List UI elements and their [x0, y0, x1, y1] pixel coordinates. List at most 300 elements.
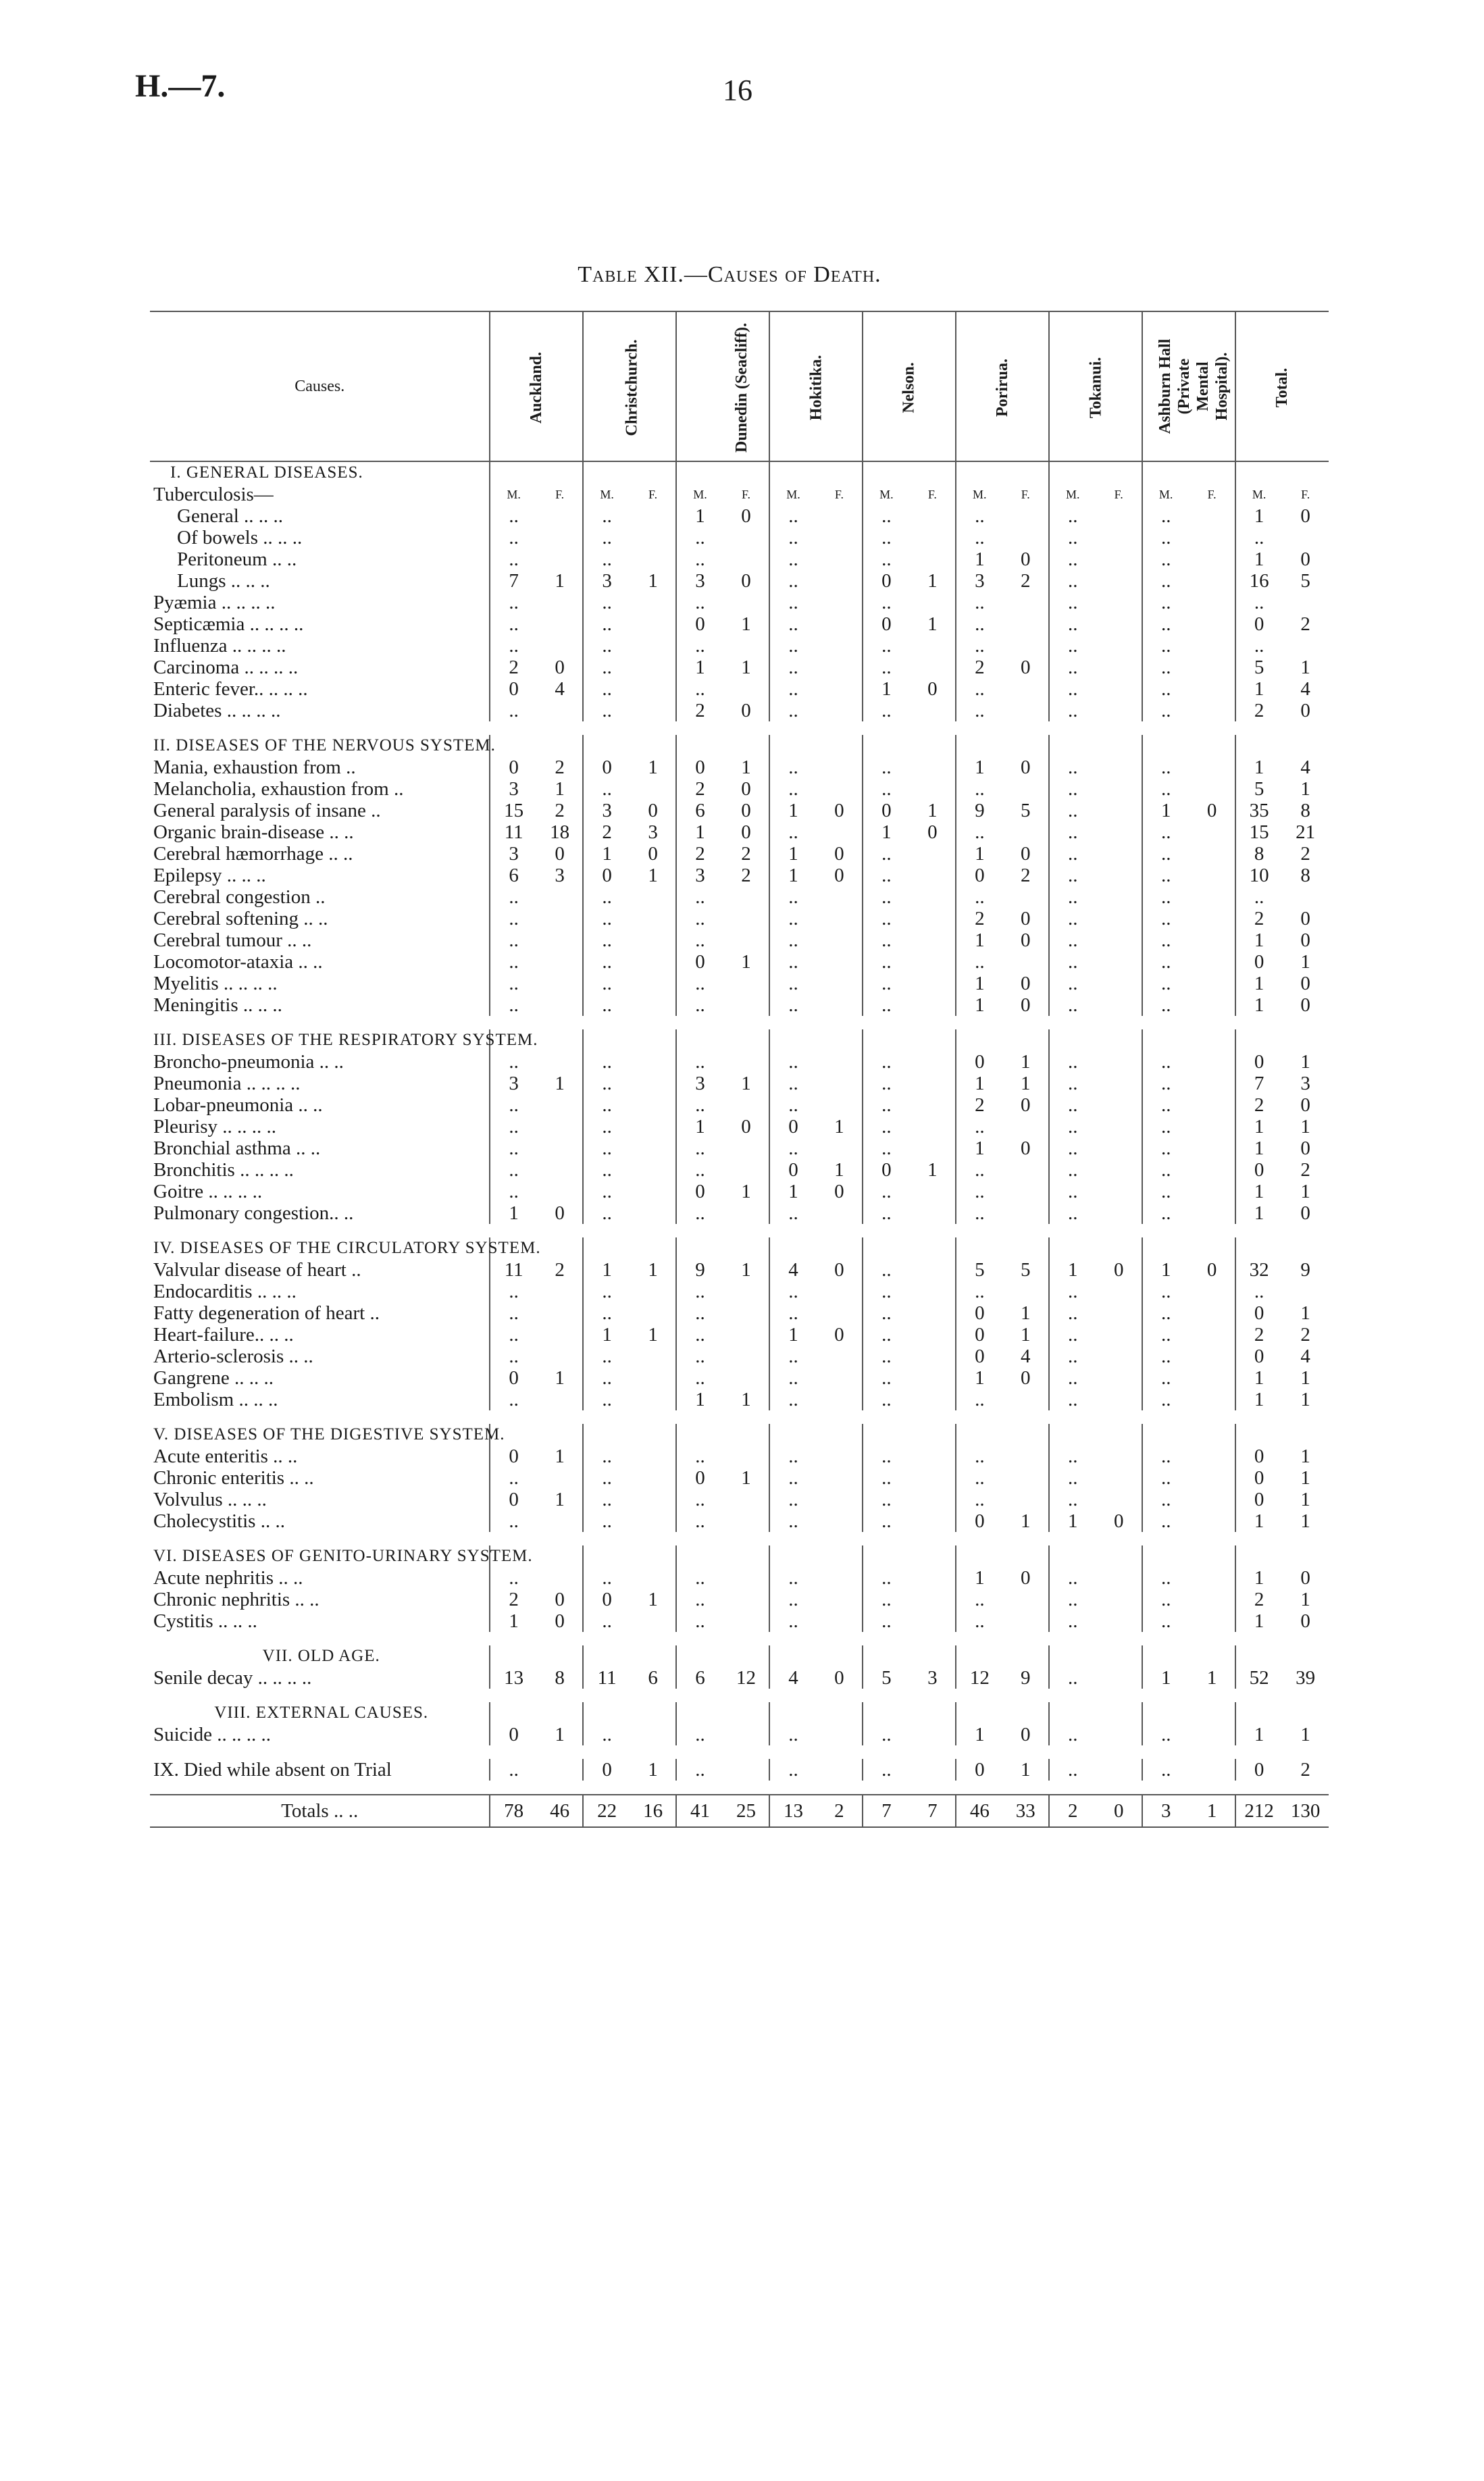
male-count: .. — [863, 527, 909, 548]
male-count: .. — [769, 1302, 816, 1324]
male-count: 4 — [769, 1667, 816, 1689]
female-count — [723, 886, 769, 908]
male-count: .. — [676, 1446, 723, 1467]
male-count: 0 — [1235, 1346, 1282, 1367]
male-count: .. — [676, 1281, 723, 1302]
female-count — [630, 1137, 676, 1159]
empty-cell — [1003, 1702, 1049, 1724]
male-count: .. — [769, 613, 816, 635]
female-count — [1189, 1367, 1235, 1389]
empty-cell — [956, 735, 1002, 757]
male-count: .. — [1049, 1389, 1096, 1410]
male-count: 0 — [490, 678, 536, 700]
female-count — [1189, 994, 1235, 1016]
table-row — [150, 1346, 1329, 1367]
empty-cell — [1282, 461, 1329, 484]
col-header-porirua — [956, 311, 1049, 461]
male-count: .. — [769, 657, 816, 678]
female-count: 2 — [1300, 1759, 1310, 1781]
cause-label: Peritoneum .. .. — [177, 548, 297, 570]
male-count: 1 — [1235, 548, 1282, 570]
female-count — [630, 1051, 676, 1073]
male-count: .. — [863, 1051, 909, 1073]
male-count: .. — [1142, 951, 1189, 973]
female-count: 0 — [741, 778, 751, 800]
female-count: 0 — [1300, 1202, 1310, 1224]
cause-label: Cerebral congestion .. — [153, 886, 326, 908]
male-count: .. — [490, 1051, 536, 1073]
male-count: 1 — [676, 505, 723, 527]
empty-cell — [769, 1029, 816, 1051]
male-count: 1 — [1142, 800, 1189, 821]
male-count: .. — [583, 1467, 630, 1489]
col-header-label: Christchurch. — [623, 339, 641, 436]
table-row — [150, 886, 1329, 908]
female-count: 2 — [1300, 1159, 1310, 1181]
male-count: 1 — [956, 843, 1002, 865]
male-count: .. — [1142, 700, 1189, 721]
female-count — [723, 635, 769, 657]
col-header-ashburn-hall — [1142, 311, 1235, 461]
male-count: .. — [1049, 657, 1096, 678]
female-count — [1096, 1346, 1142, 1367]
male-count: 3 — [490, 1073, 536, 1094]
female-count — [1096, 886, 1142, 908]
female-count — [723, 1281, 769, 1302]
male-count: .. — [583, 1367, 630, 1389]
female-count — [817, 994, 863, 1016]
male-count: .. — [490, 994, 536, 1016]
female-count — [723, 1489, 769, 1510]
female-count — [817, 821, 863, 843]
female-count — [723, 1051, 769, 1073]
female-count: 0 — [741, 821, 751, 843]
cause-label: Acute nephritis .. .. — [153, 1567, 303, 1589]
female-count — [1003, 821, 1049, 843]
female-count — [537, 1346, 583, 1367]
male-count: .. — [769, 505, 816, 527]
male-count: 2 — [1049, 1795, 1096, 1827]
female-count: 1 — [741, 757, 751, 778]
male-count: .. — [583, 951, 630, 973]
female-count — [1189, 1446, 1235, 1467]
female-count — [1189, 1202, 1235, 1224]
empty-cell — [723, 1237, 769, 1259]
empty-cell — [1235, 1237, 1282, 1259]
female-count — [910, 1567, 956, 1589]
male-count: 0 — [583, 1589, 630, 1610]
male-count: .. — [1049, 1367, 1096, 1389]
male-count: 11 — [490, 1259, 536, 1281]
male-count: 0 — [676, 757, 723, 778]
totals-row — [150, 1795, 1329, 1827]
female-count — [723, 1446, 769, 1467]
male-count: .. — [769, 1510, 816, 1532]
female-count: 1 — [555, 1073, 565, 1094]
female-count — [537, 908, 583, 929]
female-count: 1 — [1300, 1051, 1310, 1073]
female-count — [537, 592, 583, 613]
male-count: .. — [490, 1389, 536, 1410]
male-count: .. — [956, 1389, 1002, 1410]
male-count: .. — [676, 592, 723, 613]
male-count: .. — [863, 951, 909, 973]
female-count — [1189, 1567, 1235, 1589]
female-count — [1189, 1589, 1235, 1610]
male-count: 6 — [676, 800, 723, 821]
female-count: 1 — [927, 1159, 938, 1181]
male-count: .. — [863, 1324, 909, 1346]
male-count: .. — [863, 1389, 909, 1410]
empty-cell — [863, 1029, 909, 1051]
female-count: 0 — [1021, 973, 1031, 994]
empty-cell — [956, 1237, 1002, 1259]
male-count: .. — [490, 1094, 536, 1116]
female-count — [630, 1302, 676, 1324]
male-count: .. — [1142, 1346, 1189, 1367]
male-count: .. — [769, 1567, 816, 1589]
male-count: .. — [1049, 778, 1096, 800]
female-count: 0 — [741, 570, 751, 592]
male-count: .. — [583, 1724, 630, 1745]
female-count — [1096, 821, 1142, 843]
female-count — [723, 1567, 769, 1589]
male-count: .. — [1142, 548, 1189, 570]
cause-label: VI. DISEASES OF GENITO-URINARY SYSTEM. — [153, 1547, 533, 1565]
female-count — [1096, 1759, 1142, 1781]
female-count — [910, 1610, 956, 1632]
cause-label: Lobar-pneumonia .. .. — [153, 1094, 323, 1116]
empty-cell — [1049, 1545, 1096, 1567]
female-count — [910, 1467, 956, 1489]
male-count: .. — [1235, 592, 1282, 613]
male-count: .. — [1142, 613, 1189, 635]
female-count — [1096, 1051, 1142, 1073]
male-count: .. — [583, 1137, 630, 1159]
female-count — [817, 1610, 863, 1632]
male-count: .. — [1049, 635, 1096, 657]
male-count: .. — [956, 678, 1002, 700]
male-count: .. — [676, 1567, 723, 1589]
male-count: .. — [769, 1281, 816, 1302]
male-count: 1 — [1142, 1259, 1189, 1281]
male-count: .. — [769, 973, 816, 994]
section-heading-row — [150, 735, 1329, 757]
female-count — [1189, 1346, 1235, 1367]
female-count — [910, 865, 956, 886]
male-count: .. — [583, 1510, 630, 1532]
empty-cell — [1142, 1237, 1189, 1259]
female-count — [817, 635, 863, 657]
male-count: .. — [1049, 1137, 1096, 1159]
cause-label: I. GENERAL DISEASES. — [170, 463, 363, 482]
male-count: .. — [676, 1489, 723, 1510]
female-count — [817, 1051, 863, 1073]
male-count: .. — [490, 1116, 536, 1137]
female-count — [723, 929, 769, 951]
female-label: F. — [1021, 488, 1030, 501]
female-count — [630, 1446, 676, 1467]
male-count: .. — [769, 1610, 816, 1632]
table-row — [150, 570, 1329, 592]
male-count: 1 — [1235, 1567, 1282, 1589]
section-heading-row — [150, 1237, 1329, 1259]
male-count: .. — [1142, 908, 1189, 929]
female-label: F. — [555, 488, 565, 501]
female-count: 0 — [1021, 657, 1031, 678]
female-count — [537, 548, 583, 570]
female-count — [1003, 635, 1049, 657]
female-count: 0 — [1300, 548, 1310, 570]
female-count: 0 — [1300, 700, 1310, 721]
cause-label: V. DISEASES OF THE DIGESTIVE SYSTEM. — [153, 1425, 505, 1443]
section-heading-row — [150, 1545, 1329, 1567]
male-count: 2 — [676, 843, 723, 865]
female-count: 0 — [555, 843, 565, 865]
male-count: 15 — [1235, 821, 1282, 843]
female-count: 1 — [648, 570, 658, 592]
female-count: 12 — [736, 1667, 756, 1689]
table-row — [150, 505, 1329, 527]
female-count — [630, 929, 676, 951]
male-count: 1 — [1235, 1510, 1282, 1532]
female-count: 21 — [1296, 821, 1316, 843]
male-count: 0 — [956, 1051, 1002, 1073]
male-count: .. — [863, 1116, 909, 1137]
female-count — [1096, 592, 1142, 613]
female-count — [723, 678, 769, 700]
female-count — [817, 592, 863, 613]
table-row — [150, 700, 1329, 721]
male-count: .. — [1142, 1202, 1189, 1224]
male-count: .. — [863, 1510, 909, 1532]
male-count: .. — [863, 1446, 909, 1467]
male-count: 1 — [863, 678, 909, 700]
male-count: .. — [490, 1346, 536, 1367]
male-count: .. — [1049, 951, 1096, 973]
female-count — [910, 1116, 956, 1137]
male-count: 6 — [490, 865, 536, 886]
female-count: 0 — [1021, 843, 1031, 865]
cause-label: Mania, exhaustion from .. — [153, 757, 356, 778]
male-count: 0 — [583, 865, 630, 886]
male-count: .. — [583, 1389, 630, 1410]
empty-cell — [1235, 735, 1282, 757]
cause-label: Fatty degeneration of heart .. — [153, 1302, 380, 1324]
female-count — [1282, 886, 1329, 908]
empty-cell — [537, 1237, 583, 1259]
male-count: .. — [676, 929, 723, 951]
male-count: .. — [676, 678, 723, 700]
table-row — [150, 1589, 1329, 1610]
female-count — [1096, 1610, 1142, 1632]
female-count: 0 — [834, 865, 844, 886]
female-count — [630, 700, 676, 721]
female-count — [1189, 951, 1235, 973]
female-count: 2 — [555, 1259, 565, 1281]
female-count: 1 — [1021, 1759, 1031, 1781]
female-count — [910, 1324, 956, 1346]
female-count — [1096, 1589, 1142, 1610]
male-count: .. — [863, 865, 909, 886]
female-count — [1282, 1281, 1329, 1302]
female-count — [1003, 886, 1049, 908]
female-count — [1189, 657, 1235, 678]
empty-cell — [863, 735, 909, 757]
empty-cell — [1142, 1029, 1189, 1051]
male-count: 3 — [583, 800, 630, 821]
male-count: .. — [583, 973, 630, 994]
empty-cell — [817, 1702, 863, 1724]
male-count: 0 — [863, 1159, 909, 1181]
col-header-tokanui — [1049, 311, 1142, 461]
female-count: 1 — [927, 570, 938, 592]
male-count: .. — [490, 505, 536, 527]
male-count: 2 — [1235, 1094, 1282, 1116]
female-count: 2 — [741, 865, 751, 886]
male-count: 22 — [583, 1795, 630, 1827]
female-count — [817, 1137, 863, 1159]
female-count — [1003, 1116, 1049, 1137]
empty-cell — [769, 1645, 816, 1667]
empty-cell — [1049, 461, 1096, 484]
male-count: .. — [769, 757, 816, 778]
empty-cell — [1096, 735, 1142, 757]
female-count: 0 — [1021, 1137, 1031, 1159]
male-count: 1 — [1235, 757, 1282, 778]
female-count: 0 — [927, 821, 938, 843]
cause-label: Organic brain-disease .. .. — [153, 821, 354, 843]
empty-cell — [1189, 735, 1235, 757]
female-count — [630, 548, 676, 570]
female-count: 5 — [1300, 570, 1310, 592]
empty-cell — [1235, 1424, 1282, 1446]
female-count: 9 — [1021, 1667, 1031, 1689]
empty-cell — [1282, 735, 1329, 757]
female-count: 0 — [834, 1667, 844, 1689]
empty-cell — [769, 735, 816, 757]
female-count: 1 — [741, 1181, 751, 1202]
empty-cell — [537, 1545, 583, 1567]
col-header-label: Ashburn Hall (Private Mental Hospital). — [1156, 338, 1231, 434]
female-count — [1096, 1367, 1142, 1389]
female-count — [1189, 700, 1235, 721]
female-count: 4 — [1021, 1346, 1031, 1367]
female-count — [1096, 1446, 1142, 1467]
male-count: .. — [676, 1510, 723, 1532]
male-count: 0 — [956, 1510, 1002, 1532]
male-count: 5 — [1235, 778, 1282, 800]
male-count: 0 — [490, 757, 536, 778]
empty-cell — [1282, 1029, 1329, 1051]
female-count — [1096, 700, 1142, 721]
cause-label: Acute enteritis .. .. — [153, 1446, 298, 1467]
female-count — [817, 700, 863, 721]
female-count — [1003, 700, 1049, 721]
female-count — [817, 1202, 863, 1224]
section-heading-row — [150, 1702, 1329, 1724]
male-count: .. — [1142, 1610, 1189, 1632]
female-count — [630, 657, 676, 678]
female-count — [817, 1094, 863, 1116]
male-count: 3 — [1142, 1795, 1189, 1827]
male-count: .. — [583, 886, 630, 908]
male-count: .. — [769, 1489, 816, 1510]
female-label: F. — [1301, 488, 1310, 501]
male-count: 0 — [1235, 1446, 1282, 1467]
empty-cell — [1049, 735, 1096, 757]
male-count: 0 — [769, 1116, 816, 1137]
male-count: .. — [863, 1610, 909, 1632]
female-label: F. — [927, 488, 937, 501]
female-count: 1 — [741, 1259, 751, 1281]
empty-cell — [630, 1545, 676, 1567]
col-header-label: Total. — [1273, 367, 1291, 407]
male-count: .. — [583, 1567, 630, 1589]
female-count — [1096, 1667, 1142, 1689]
male-count: 0 — [863, 613, 909, 635]
female-count: 0 — [1300, 1094, 1310, 1116]
male-count: .. — [676, 973, 723, 994]
empty-cell — [1282, 1702, 1329, 1724]
female-count: 130 — [1282, 1795, 1329, 1827]
female-count — [910, 527, 956, 548]
male-count: 0 — [676, 613, 723, 635]
male-count: 12 — [956, 1667, 1002, 1689]
female-count — [1096, 929, 1142, 951]
male-count: .. — [1142, 1389, 1189, 1410]
male-count: .. — [1049, 929, 1096, 951]
table-row — [150, 1051, 1329, 1073]
female-count — [537, 1467, 583, 1489]
male-count: 2 — [490, 657, 536, 678]
male-count: .. — [863, 657, 909, 678]
male-count: .. — [769, 1446, 816, 1467]
female-count — [910, 635, 956, 657]
female-count — [1096, 1489, 1142, 1510]
male-count: 32 — [1235, 1259, 1282, 1281]
female-count — [817, 908, 863, 929]
table-row — [150, 1324, 1329, 1346]
empty-cell — [723, 1424, 769, 1446]
male-count: .. — [1049, 1467, 1096, 1489]
female-count: 25 — [723, 1795, 769, 1827]
male-count: .. — [956, 951, 1002, 973]
male-count: 3 — [490, 778, 536, 800]
female-count — [1003, 778, 1049, 800]
table-row — [150, 908, 1329, 929]
female-count — [910, 1489, 956, 1510]
male-count: 0 — [956, 1346, 1002, 1367]
col-header-hokitika — [769, 311, 863, 461]
cause-label: Of bowels .. .. .. — [177, 527, 303, 548]
female-count — [910, 843, 956, 865]
male-count: .. — [1142, 592, 1189, 613]
spacer-row — [150, 1224, 1329, 1237]
female-label: F. — [1114, 488, 1123, 501]
male-count: .. — [769, 635, 816, 657]
female-count — [723, 548, 769, 570]
male-count: 8 — [1235, 843, 1282, 865]
female-count — [1189, 1324, 1235, 1346]
male-count: 3 — [490, 843, 536, 865]
male-count: .. — [676, 994, 723, 1016]
spacer-row — [150, 1745, 1329, 1759]
female-count — [1189, 1467, 1235, 1489]
spacer-cell — [150, 1745, 1329, 1759]
male-count: .. — [1142, 1181, 1189, 1202]
female-count — [723, 1759, 769, 1781]
